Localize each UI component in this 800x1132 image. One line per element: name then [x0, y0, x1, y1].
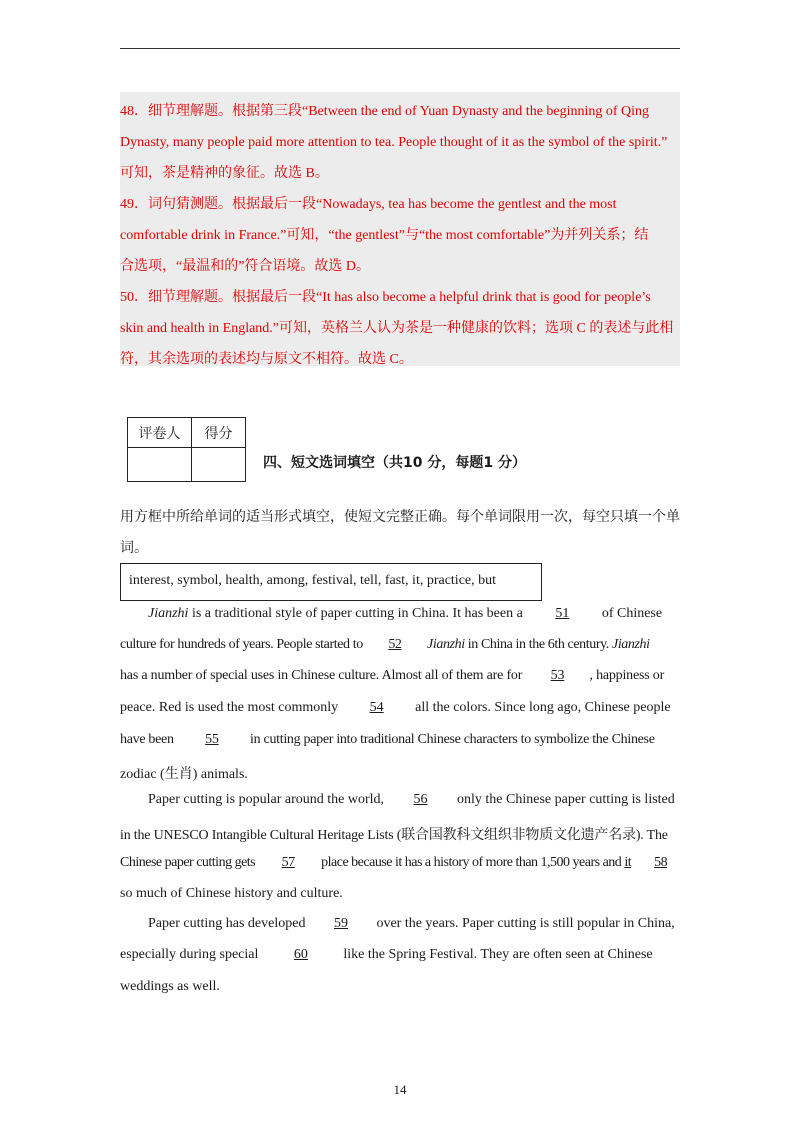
passage-text: Chinese paper cutting gets	[120, 855, 259, 870]
answer-line: 符，其余选项的表述均与原文不相符。故选 C。	[120, 352, 413, 367]
blank-59[interactable]: 59	[333, 916, 348, 931]
passage-text: like the Spring Festival. They are often seen at Chinese	[339, 947, 653, 962]
blank-58[interactable]: 58	[654, 855, 668, 870]
passage-text: , happiness or	[589, 668, 665, 683]
passage-line	[120, 732, 655, 748]
passage-line	[120, 637, 650, 653]
answer-line: 50．细节理解题。根据最后一段“It has also become a helpful drink that is good for people’s	[120, 290, 651, 305]
answer-line: Dynasty, many people paid more attention to tea. People thought of it as the symbol of the spirit.”	[120, 135, 668, 150]
passage-line	[148, 916, 675, 932]
passage-text: in cutting paper into traditional Chinese characters to symbolize the Chinese	[246, 732, 655, 747]
passage-italic: Jianzhi	[148, 606, 189, 621]
blank-53[interactable]: 53	[550, 668, 565, 683]
passage-text: have been	[120, 732, 177, 747]
passage-line	[120, 668, 664, 684]
passage-line	[120, 855, 667, 871]
passage-text: over the years. Paper cutting is still popular in China,	[372, 916, 675, 931]
header-rule	[120, 48, 680, 49]
passage-line	[148, 606, 662, 622]
answer-explanations	[120, 92, 680, 366]
blank-52[interactable]: 52	[388, 637, 402, 652]
passage-line	[148, 792, 675, 808]
passage-text: only the Chinese paper cutting is listed	[453, 792, 675, 807]
passage-text: has a number of special uses in Chinese culture. Almost all of them are for	[120, 668, 526, 683]
instruction: 用方框中所给单词的适当形式填空，使短文完整正确。每个单词限用一次，每空只填一个单词。	[120, 510, 680, 556]
passage-line: so much of Chinese history and culture.	[120, 886, 343, 901]
answer-line: 49．词句猜测题。根据最后一段“Nowadays, tea has become the gentlest and the most	[120, 197, 617, 212]
passage-text: in China in the 6th century.	[464, 637, 612, 652]
passage-line: in the UNESCO Intangible Cultural Heritage Lists (联合国教科文组织非物质文化遗产名录). The	[120, 828, 668, 843]
passage-line	[120, 700, 671, 716]
blank-60[interactable]: 60	[293, 947, 308, 962]
reviewer-cell[interactable]	[128, 448, 192, 482]
blank-57[interactable]: 57	[281, 855, 295, 870]
section-title: 四、短文选词填空（共10 分，每题1 分）	[263, 455, 526, 471]
word-box: interest, symbol, health, among, festival, tell, fast, it, practice, but	[120, 563, 542, 601]
passage-text: is a traditional style of paper cutting in China. It has been a	[188, 606, 527, 621]
passage-text: peace. Red is used the most commonly	[120, 700, 342, 715]
passage-text: culture for hundreds of years. People started to	[120, 637, 366, 652]
passage-text: of Chinese	[598, 606, 663, 621]
blank-56[interactable]: 56	[413, 792, 428, 807]
passage-line: weddings as well.	[120, 979, 220, 994]
passage-text: all the colors. Since long ago, Chinese people	[411, 700, 671, 715]
answer-line: comfortable drink in France.”可知，“the gentlest”与“the most comfortable”为并列关系；结	[120, 228, 649, 243]
passage-text: Paper cutting has developed	[148, 916, 309, 931]
passage-italic: Jianzhi	[427, 637, 465, 652]
answer-line: skin and health in England.”可知，英格兰人认为茶是一种健康的饮料；选项 C 的表述与此相	[120, 321, 674, 336]
passage-text: Paper cutting is popular around the world,	[148, 792, 388, 807]
answer-line: 可知，茶是精神的象征。故选 B。	[120, 166, 329, 181]
passage-italic: Jianzhi	[612, 637, 650, 652]
reviewer-header: 评卷人	[128, 418, 192, 448]
answer-line: 合选项，“最温和的”符合语境。故选 D。	[120, 259, 371, 274]
blank-55[interactable]: 55	[205, 732, 219, 747]
passage-line: zodiac (生肖) animals.	[120, 767, 248, 782]
page-number: 14	[393, 1082, 407, 1097]
passage-underlined: it	[624, 855, 632, 870]
passage-text: place because it has a history of more than 1,500 years and	[318, 855, 625, 870]
score-table	[127, 417, 246, 482]
passage-line	[120, 947, 653, 963]
answer-line: 48．细节理解题。根据第三段“Between the end of Yuan Dynasty and the beginning of Qing	[120, 104, 650, 119]
blank-51[interactable]: 51	[555, 606, 570, 621]
score-header: 得分	[192, 418, 246, 448]
passage-text: especially during special	[120, 947, 262, 962]
score-cell[interactable]	[192, 448, 246, 482]
blank-54[interactable]: 54	[369, 700, 384, 715]
